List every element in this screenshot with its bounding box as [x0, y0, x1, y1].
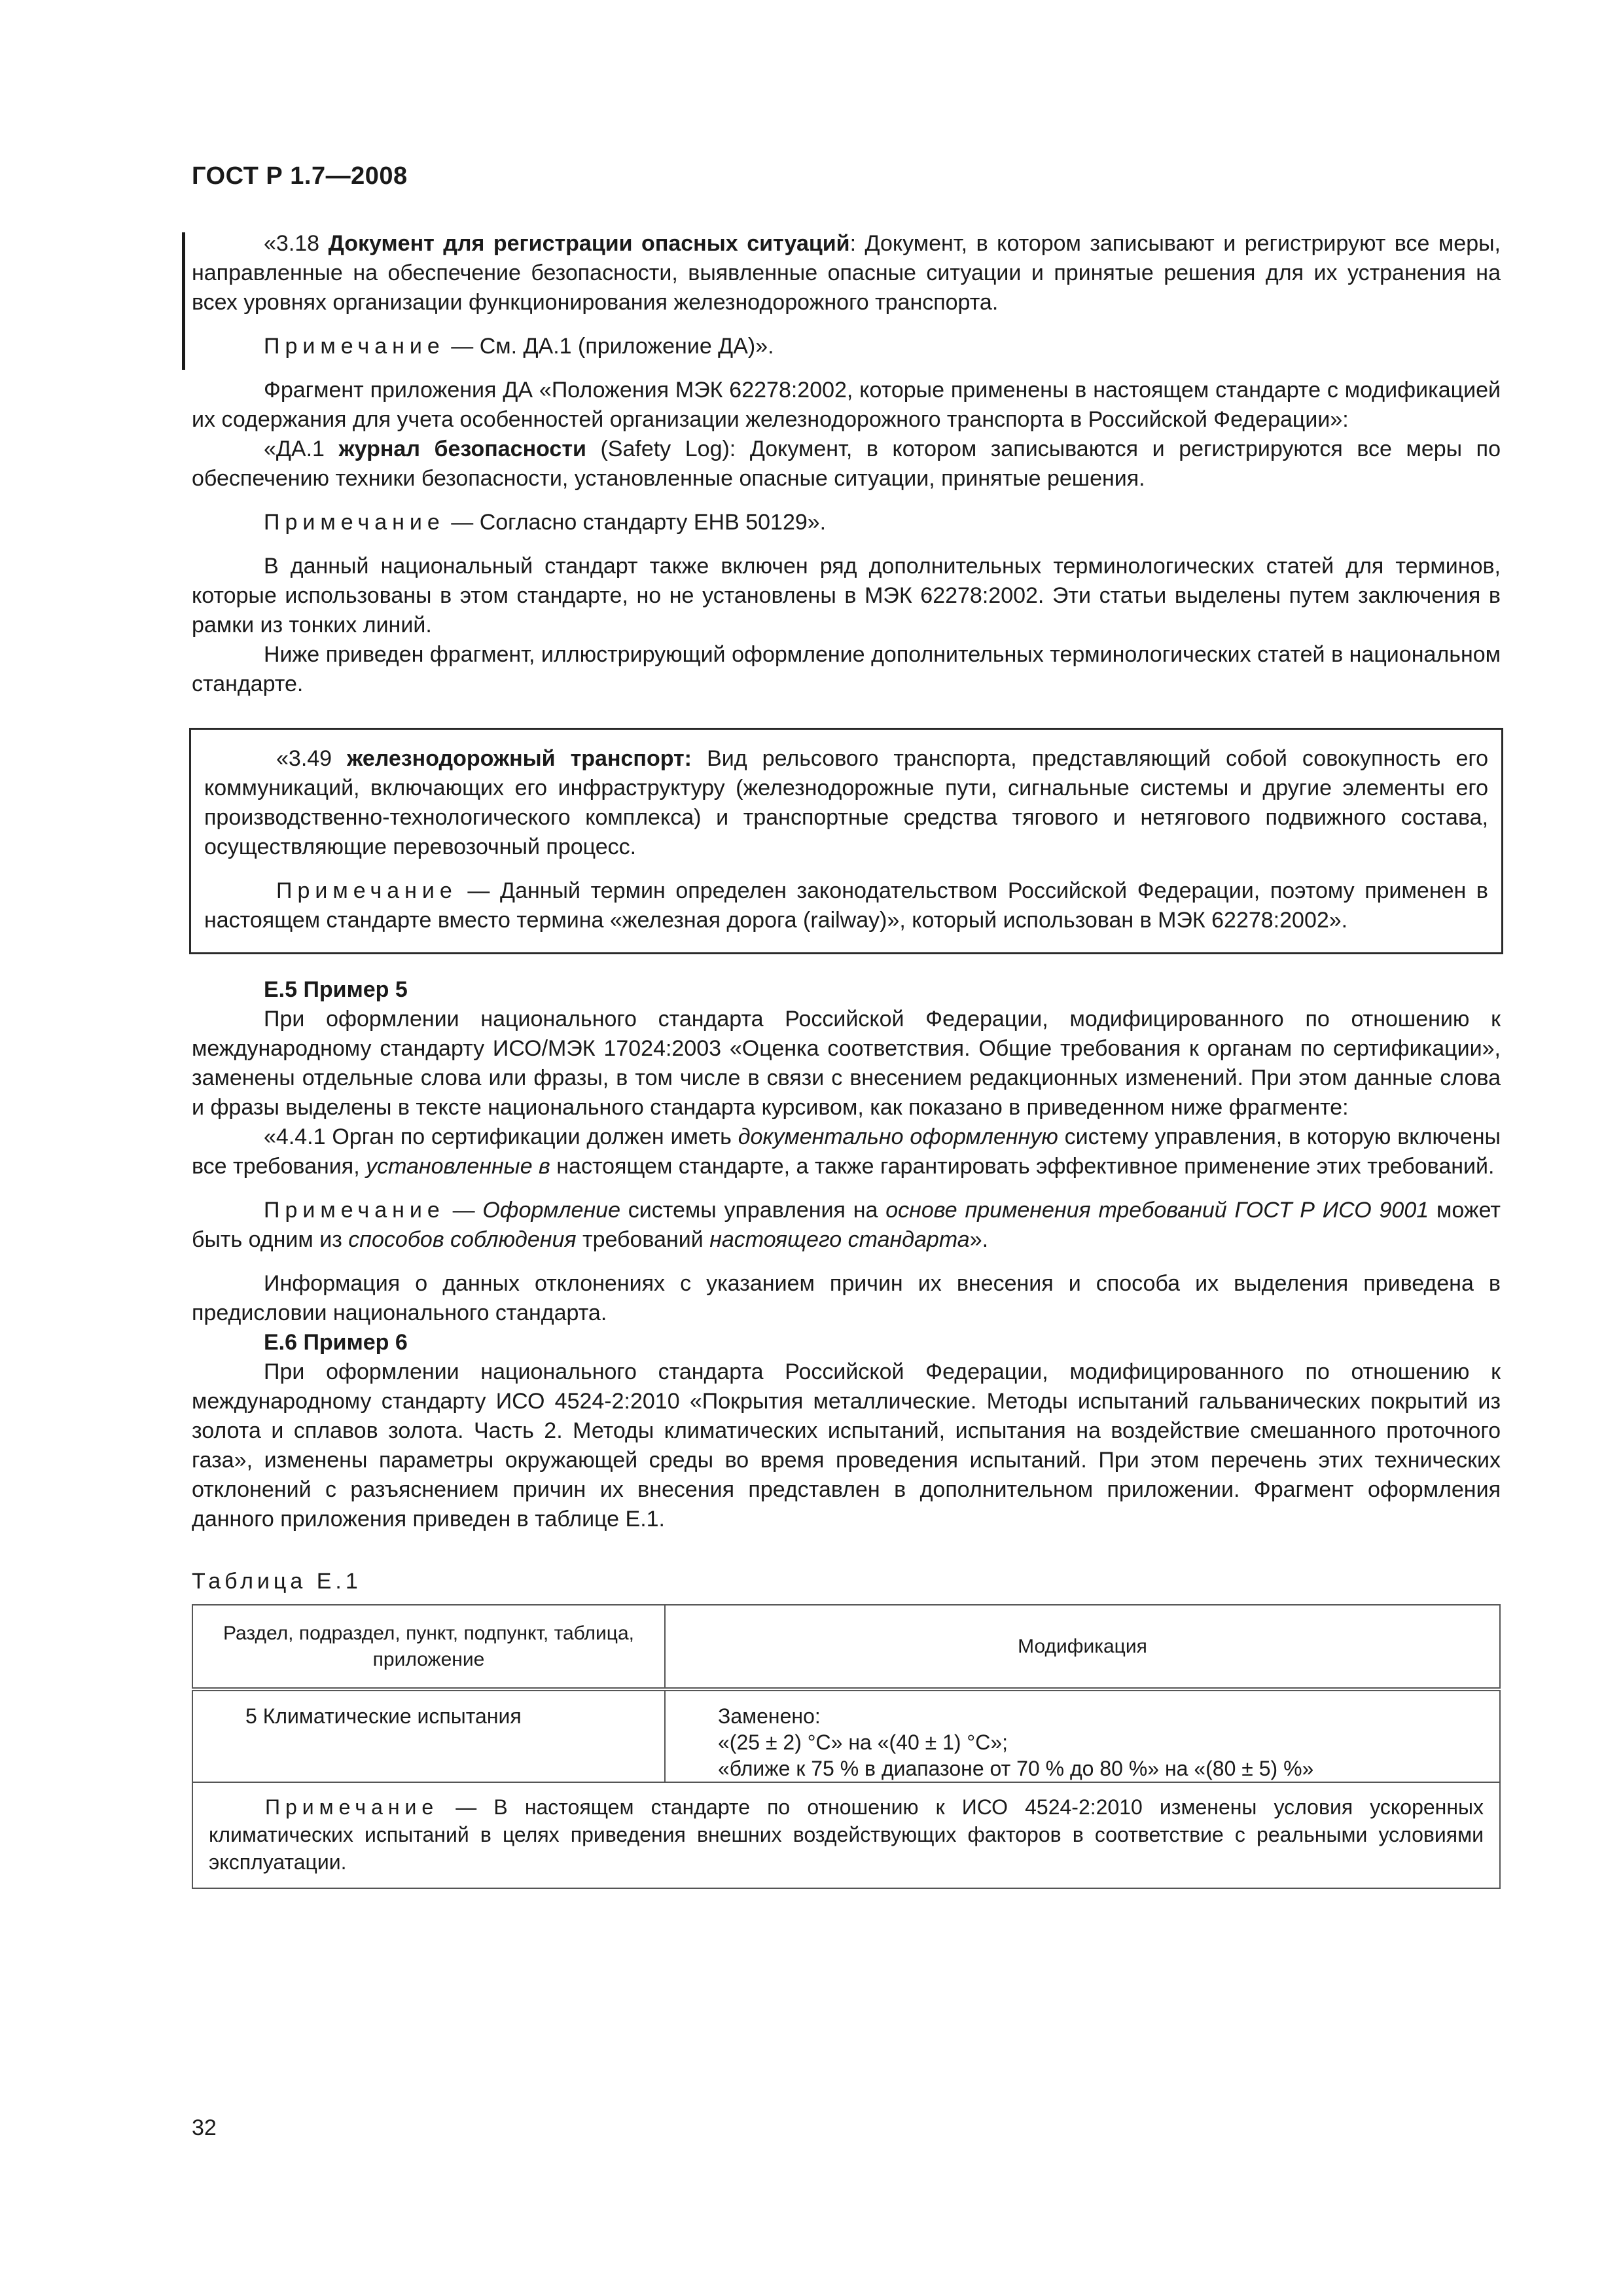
body-paragraph: При оформлении национального стандарта Российской Федерации, модифицированного по отношению к международному стандарту ИСО 4524-2:2010 «Покрытия металлические. Методы испытаний гальванических покрытий из золота и сплавов золота. Часть 2. Методы климатических испытаний, испытания на воздействие смешанного проточного газа», изменены параметры окружающей среды во время проведения испытаний. При этом перечень этих технических отклонений с разъяснением причин их внесения представлен в дополнительном приложении. Фрагмент оформления данного приложения приведен в таблице Е.1. — [192, 1359, 1501, 1532]
document-header: ГОСТ Р 1.7—2008 — [192, 162, 408, 190]
note-label: Примечание — [264, 510, 445, 535]
change-bar — [182, 232, 185, 370]
note-paragraph: Примечание — Данный термин определен законодательством Российской Федерации, поэтому применен в настоящем стандарте вместо термина «железная дорога (railway)», который использован в МЭК 62278:2002». — [204, 878, 1488, 933]
note-label: Примечание — [264, 334, 445, 359]
annex-fragment-intro: Фрагмент приложения ДА «Положения МЭК 62278:2002, которые применены в настоящем стандарте с модификацией их содержания для учета особенностей организации железнодорожного транспорта в Российской Федерации»: — [192, 378, 1501, 432]
term-name: журнал безопасности — [338, 437, 586, 461]
term-article-3-49: «3.49 железнодорожный транспорт: Вид рельсового транспорта, представляющий собой совокупность его коммуникаций, включающих его инфраструктуру (железнодорожные пути, сигнальные системы и другие элементы его производственно-технологического комплекса) и транспортные средства тягового и нетягового подвижного состава, осуществляющие перевозочный процесс. — [204, 746, 1488, 859]
page-number: 32 — [192, 2115, 217, 2140]
term-name: железнодорожный транспорт: — [347, 746, 692, 771]
note-paragraph: Примечание — См. ДА.1 (приложение ДА)». — [264, 334, 774, 359]
note-label: Примечание — [264, 1198, 445, 1223]
table-row — [192, 1689, 1500, 1782]
quoted-clause-4-4-1: «4.4.1 Орган по сертификации должен иметь документально оформленную систему управления, в которую включены все требования, установленные в настоящем стандарте, а также гарантировать эффективное применение этих требований. — [192, 1124, 1501, 1179]
table-header-cell: Модификация — [665, 1605, 1500, 1689]
table-note-row — [192, 1782, 1500, 1888]
body-paragraph: Ниже приведен фрагмент, иллюстрирующий оформление дополнительных терминологических статей в национальном стандарте. — [192, 642, 1501, 696]
body-paragraph: В данный национальный стандарт также включен ряд дополнительных терминологических статей для терминов, которые использованы в этом стандарте, но не установлены в МЭК 62278:2002. Эти статьи выделены путем заключения в рамки из тонких линий. — [192, 554, 1501, 637]
note-paragraph: Примечание — Согласно стандарту ЕНВ 50129». — [264, 510, 827, 535]
note-label: Примечание — [265, 1795, 439, 1819]
term-article-3-18: «3.18 Документ для регистрации опасных ситуаций: Документ, в котором записывают и регистрируют все меры, направленные на обеспечение безопасности, выявленные опасные ситуации и принятые решения для их устранения на всех уровнях организации функционирования железнодорожного транспорта. — [192, 231, 1501, 315]
table-note-cell: Примечание — В настоящем стандарте по отношению к ИСО 4524-2:2010 изменены условия ускоренных климатических испытаний в целях приведения внешних воздействующих факторов в соответствие с реальными условиями эксплуатации. — [192, 1782, 1500, 1888]
table-cell-section: 5 Климатические испытания — [192, 1689, 665, 1782]
table-header-cell: Раздел, подраздел, пункт, подпункт, таблица, приложение — [192, 1605, 665, 1689]
modification-table — [192, 1604, 1501, 1889]
table-caption: Таблица Е.1 — [192, 1569, 362, 1594]
framed-term-article — [189, 728, 1503, 954]
body-paragraph: Информация о данных отклонениях с указанием причин их внесения и способа их выделения приведена в предисловии национального стандарта. — [192, 1271, 1501, 1325]
section-heading-e5: Е.5 Пример 5 — [264, 977, 408, 1002]
table-header-row — [192, 1605, 1500, 1689]
table-cell-modification: Заменено: «(25 ± 2) °C» на «(40 ± 1) °C»; «ближе к 75 % в диапазоне от 70 % до 80 %» на «(80 ± 5) %» — [665, 1689, 1500, 1782]
term-name: Документ для регистрации опасных ситуаций — [328, 231, 850, 256]
section-heading-e6: Е.6 Пример 6 — [264, 1330, 408, 1355]
note-label: Примечание — [276, 878, 457, 903]
term-article-da-1: «ДА.1 журнал безопасности (Safety Log): Документ, в котором записываются и регистрируются все меры по обеспечению техники безопасности, установленные опасные ситуации, принятые решения. — [192, 437, 1501, 491]
page-body — [192, 229, 1501, 1889]
body-paragraph: При оформлении национального стандарта Российской Федерации, модифицированного по отношению к международному стандарту ИСО/МЭК 17024:2003 «Оценка соответствия. Общие требования к органам по сертификации», заменены отдельные слова или фразы, в том числе в связи с внесением редакционных изменений. При этом данные слова и фразы выделены в тексте национального стандарта курсивом, как показано в приведенном ниже фрагменте: — [192, 1007, 1501, 1120]
note-paragraph: Примечание — Оформление системы управления на основе применения требований ГОСТ Р ИСО 9001 может быть одним из способов соблюдения требований настоящего стандарта». — [192, 1198, 1501, 1252]
